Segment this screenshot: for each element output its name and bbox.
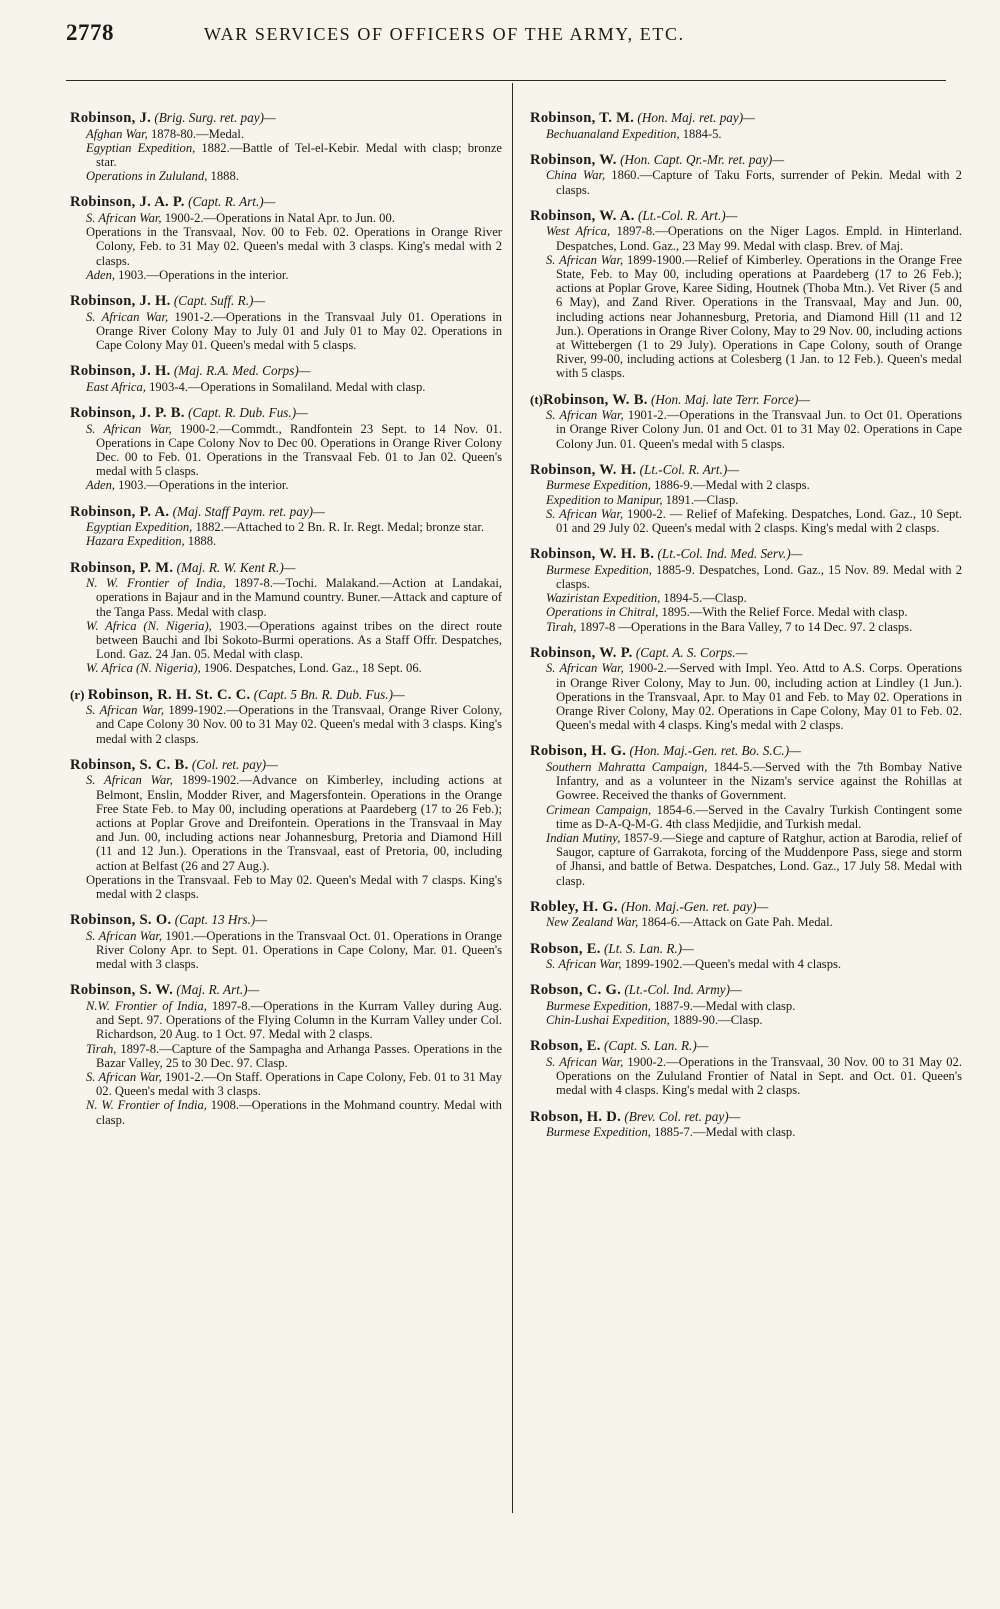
officer-entry	[530, 208, 962, 381]
service-details: 1864-6.—Attack on Gate Pah. Medal.	[638, 915, 833, 930]
service-details: 1897-8.—Tochi. Malakand.—Action at Landakai, operations in Bajaur and in the Mamund country. Buner.—Attack and capture of the Tanga Pass. Medal with clasp.	[96, 576, 502, 619]
campaign-name: Chin-Lushai Expedition,	[546, 1013, 670, 1028]
officer-rank: (Col. ret. pay)—	[191, 756, 278, 772]
service-record	[70, 141, 502, 169]
officer-entry	[70, 194, 502, 282]
service-record	[70, 1070, 502, 1098]
service-record	[530, 760, 962, 803]
service-record	[530, 915, 962, 929]
entry-prefix: (r)	[70, 686, 88, 702]
campaign-name: Burmese Expedition,	[546, 1125, 651, 1140]
officer-name: Robinson, W. P.	[530, 644, 633, 661]
officer-entry	[530, 462, 962, 535]
service-record	[530, 507, 962, 535]
service-details: 1901-2.—Operations in the Transvaal July 01. Operations in Orange River Colony May to July 01 and July 01 to May 02. Operations in Cape Colony May 01. Queen's medal with 5 clasps.	[96, 309, 502, 353]
entry-heading	[70, 363, 502, 380]
service-details: 1888.	[184, 534, 217, 549]
service-record	[70, 211, 502, 225]
officer-entry	[530, 392, 962, 451]
service-details: 1899-1902.—Queen's medal with 4 clasps.	[621, 957, 842, 972]
campaign-name: S. African War,	[546, 408, 624, 423]
campaign-name: Southern Mahratta Campaign,	[546, 760, 708, 775]
officer-rank: (Capt. R. Dub. Fus.)—	[188, 405, 308, 421]
officer-rank: (Lt.-Col. R. Art.)—	[637, 207, 738, 223]
officer-name: Robinson, W. H.	[530, 461, 637, 478]
service-record	[70, 268, 502, 282]
service-details: 1894-5.—Clasp.	[660, 591, 747, 606]
campaign-name: Afghan War,	[86, 126, 148, 141]
service-details: 1900-2. — Relief of Mafeking. Despatches, Lond. Gaz., 10 Sept. 01 and 29 July 02. Queen's medal with 2 clasps. King's medal with 2 clasps.	[556, 506, 962, 536]
service-details: 1899-1900.—Relief of Kimberley. Operations in the Orange Free State, Feb. to May 00, including operations at Paardeberg (17 to 26 Feb.); actions at Poplar Grove, Karee Siding, Houtnek (Thoba Mtn.). Vet River (5 and 6 May), and Zand River. Operations in the Transvaal, May and Jun. 00, including actions near Johannesburg, Pretoria, and Diamond Hill (11 and 12 Jun.). Operations in Orange River Colony, May to 29 Nov. 00, including actions at Wittebergen (1 to 29 July). Operations in Cape Colony, south of Orange River, 99-00, including actions at Colesberg (1 Jan. to 12 Feb.). Queen's medal with 5 clasps.	[556, 252, 962, 381]
service-details: 1882.—Attached to 2 Bn. R. Ir. Regt. Medal; bronze star.	[192, 520, 485, 535]
service-details: 1903.—Operations in the interior.	[115, 267, 289, 282]
entry-heading	[70, 560, 502, 577]
officer-name: Robinson, S. C. B.	[70, 756, 189, 773]
service-details: 1844-5.—Served with the 7th Bombay Native Infantry, and as a volunteer in the Nizam's service against the Rohillas at Gowree. Received the thanks of Government.	[556, 760, 962, 803]
officer-entry	[530, 645, 962, 733]
campaign-name: N.W. Frontier of India,	[86, 999, 207, 1014]
service-details: 1901-2.—On Staff. Operations in Cape Colony, Feb. 01 to 31 May 02. Queen's medal with 3 clasps.	[96, 1070, 502, 1099]
service-details: 1882.—Battle of Tel-el-Kebir. Medal with clasp; bronze star.	[96, 140, 502, 169]
officer-entry	[530, 899, 962, 930]
service-record	[70, 225, 502, 268]
officer-rank: (Maj. R. Art.)—	[176, 982, 260, 998]
service-details: 1900-2.—Served with Impl. Yeo. Attd to A.S. Corps. Operations in Orange River Colony, May to Jun. 00, including action at Lindley (1 Jun.). Operations in the Transvaal, Apr. to May 01 and Feb. to May 02. Operations in Orange River Colony, May 02. Operations in Cape Colony, May 01 to Feb. 02. Queen's medal with 4 clasps. King's medal with 2 clasps.	[556, 661, 962, 733]
officer-name: Robinson, W. A.	[530, 207, 635, 224]
service-record	[70, 534, 502, 548]
campaign-name: New Zealand War,	[546, 915, 639, 930]
column-divider	[512, 83, 513, 1513]
entry-heading	[530, 546, 962, 563]
service-record	[530, 168, 962, 196]
running-head: WAR SERVICES OF OFFICERS OF THE ARMY, ETC.	[204, 24, 685, 44]
officer-entry	[70, 687, 502, 746]
campaign-name: Expedition to Manipur,	[546, 492, 663, 507]
officer-name: Robinson, J. H.	[70, 293, 171, 310]
service-details: 1897-8.—Operations on the Niger Lagos. Empld. in Hinterland. Despatches, Lond. Gaz., 23 May 99. Medal with clasp. Brev. of Maj.	[556, 224, 962, 253]
campaign-name: Bechuanaland Expedition,	[546, 126, 680, 141]
service-record	[530, 253, 962, 381]
service-record	[70, 929, 502, 972]
service-record	[70, 310, 502, 353]
campaign-name: East Africa,	[86, 379, 146, 394]
officer-rank: (Brev. Col. ret. pay)—	[624, 1108, 741, 1124]
service-details: Operations in the Transvaal, Nov. 00 to Feb. 02. Operations in Orange River Colony, Feb. to 31 May 02. Queen's medal with 3 clasps. King's medal with 2 clasps.	[86, 225, 502, 268]
service-details: 1897-8.—Operations in the Kurram Valley during Aug. and Sept. 97. Operations of the Flying Column in the Kurram Valley under Col. Richardson, 20 Aug. to 1 Oct. 97. Medal with 2 clasps.	[96, 999, 502, 1042]
officer-name: Robinson, S. W.	[70, 982, 174, 999]
campaign-name: Aden,	[86, 478, 116, 493]
service-details: 1878-80.—Medal.	[147, 126, 244, 141]
left-column	[70, 110, 502, 1138]
entry-heading	[70, 293, 502, 310]
campaign-name: S. African War,	[86, 703, 165, 718]
service-details: 1901-2.—Operations in the Transvaal Jun. to Oct 01. Operations in Orange River Colony Jun. 01 and Oct. 01 to 31 May 02. Operations in Cape Colony Jun. 01. Queen's medal with 5 clasps.	[556, 408, 962, 451]
campaign-name: Waziristan Expedition,	[546, 591, 661, 606]
officer-rank: (Capt. S. Lan. R.)—	[604, 1038, 709, 1054]
officer-entry	[530, 546, 962, 634]
service-record	[530, 563, 962, 591]
officer-name: Robinson, W.	[530, 151, 617, 168]
campaign-name: Burmese Expedition,	[546, 999, 651, 1014]
campaign-name: Operations in Zululand,	[86, 169, 208, 184]
campaign-name: S. African War,	[546, 661, 624, 676]
service-record	[70, 1042, 502, 1070]
campaign-name: Tirah,	[546, 619, 577, 634]
service-record	[70, 380, 502, 394]
officer-entry	[530, 110, 962, 141]
service-record	[70, 661, 502, 675]
campaign-name: West Africa,	[546, 224, 611, 239]
service-details: 1860.—Capture of Taku Forts, surrender of Pekin. Medal with 2 clasps.	[556, 168, 962, 197]
entry-heading	[530, 899, 962, 916]
officer-rank: (Lt.-Col. Ind. Med. Serv.)—	[657, 546, 803, 562]
service-record	[530, 1013, 962, 1027]
campaign-name: Operations in Chitral,	[546, 605, 659, 620]
service-record	[70, 478, 502, 492]
service-details: 1886-9.—Medal with 2 clasps.	[650, 478, 810, 493]
service-details: 1885-7.—Medal with clasp.	[650, 1125, 796, 1140]
service-record	[70, 773, 502, 872]
campaign-name: S. African War,	[86, 211, 162, 225]
campaign-name: S. African War,	[546, 1055, 624, 1070]
service-record	[530, 605, 962, 619]
campaign-name: S. African War,	[86, 309, 169, 324]
service-record	[70, 127, 502, 141]
officer-entry	[530, 743, 962, 887]
officer-rank: (Hon. Capt. Qr.-Mr. ret. pay)—	[620, 151, 785, 167]
campaign-name: W. Africa (N. Nigeria),	[86, 661, 201, 676]
campaign-name: Tirah,	[86, 1041, 117, 1056]
entry-heading	[70, 405, 502, 422]
service-details: 1888.	[207, 169, 239, 184]
page-header	[66, 20, 946, 50]
service-record	[70, 619, 502, 662]
service-details: 1897-8.—Capture of the Sampagha and Arhanga Passes. Operations in the Bazar Valley, 25 to 30 Dec. 97. Clasp.	[96, 1041, 502, 1070]
officer-rank: (Hon. Maj.-Gen. ret. pay)—	[621, 898, 769, 914]
service-record	[530, 957, 962, 971]
service-details: 1906. Despatches, Lond. Gaz., 18 Sept. 06.	[200, 661, 422, 676]
service-record	[70, 703, 502, 746]
officer-rank: (Lt.-Col. Ind. Army)—	[624, 982, 742, 998]
service-record	[70, 422, 502, 479]
officer-rank: (Maj. R.A. Med. Corps)—	[173, 363, 311, 379]
right-column	[530, 110, 962, 1150]
service-details: 1889-90.—Clasp.	[669, 1013, 763, 1028]
service-record	[530, 493, 962, 507]
service-record	[530, 224, 962, 252]
officer-entry	[70, 912, 502, 971]
officer-rank: (Capt. 13 Hrs.)—	[174, 912, 268, 928]
campaign-name: Aden,	[86, 267, 116, 282]
officer-name: Robinson, P. M.	[70, 559, 174, 576]
entry-heading	[70, 504, 502, 521]
service-details: 1908.—Operations in the Mohmand country. Medal with clasp.	[96, 1098, 502, 1127]
entry-heading	[530, 941, 962, 958]
service-details: 1903.—Operations against tribes on the direct route between Bauchi and Ibi Sokoto-Burmi operations. As a Staff Offr. Despatches, Lond. Gaz. 24 Jan. 05. Medal with clasp.	[96, 618, 503, 662]
service-record	[70, 999, 502, 1042]
entry-heading	[70, 757, 502, 774]
service-record	[70, 520, 502, 534]
service-details: 1903.—Operations in the interior.	[115, 478, 289, 493]
campaign-name: S. African War,	[546, 957, 622, 972]
service-record	[530, 831, 962, 888]
entry-heading	[70, 982, 502, 999]
campaign-name: S. African War,	[86, 1070, 162, 1085]
officer-rank: (Capt. R. Art.)—	[188, 194, 276, 210]
officer-name: Robinson, S. O.	[70, 912, 172, 929]
officer-name: Robinson, J.	[70, 110, 152, 126]
service-details: 1857-9.—Siege and capture of Ratghur, action at Barodia, relief of Saugor, capture of Garrakota, forcing of the Muddenpore Pass, siege and storm of Jhansi, and battle of Betwa. Despatches, Lond. Gaz., 17 July 58. Medal with clasp.	[556, 831, 962, 888]
officer-entry	[70, 757, 502, 901]
officer-name: Robley, H. G.	[530, 898, 618, 915]
campaign-name: Burmese Expedition,	[546, 478, 651, 493]
service-record	[530, 1055, 962, 1098]
officer-entry	[530, 941, 962, 972]
officer-name: Robinson, W. H. B.	[530, 546, 655, 563]
officer-rank: (Capt. A. S. Corps.—	[635, 644, 748, 660]
officer-name: Robinson, P. A.	[70, 503, 170, 520]
officer-entry	[530, 1038, 962, 1097]
officer-entry	[530, 982, 962, 1027]
entry-heading	[70, 687, 502, 704]
campaign-name: Indian Mutiny,	[546, 831, 621, 846]
service-details: 1897-8 —Operations in the Bara Valley, 7 to 14 Dec. 97. 2 clasps.	[576, 619, 913, 634]
service-details: 1899-1902.—Advance on Kimberley, including actions at Belmont, Enslin, Modder River, and Magersfontein. Operations in the Orange Free State Feb. to May 00, including operations at Paardeberg (17 to 26 Feb.); actions at Poplar Grove and Dreifontein. Operations in the Transvaal in May and Jun. 00, including actions near Johannesburg, Pretoria and Diamond Hill (11 and 12 Jun.). Operations in the Transvaal, east of Pretoria, 00, including action at Belfast (26 and 27 Aug.).	[96, 773, 502, 873]
officer-entry	[70, 560, 502, 676]
officer-name: Robson, C. G.	[530, 982, 622, 999]
entry-heading	[530, 1038, 962, 1055]
service-details: 1891.—Clasp.	[662, 492, 739, 507]
entry-heading	[530, 645, 962, 662]
header-rule	[66, 80, 946, 81]
service-details: 1901.—Operations in the Transvaal Oct. 01. Operations in Orange River Colony Apr. to Sept. 01. Operations in Cape Colony, Mar. 01. Queen's medal with 3 clasps.	[96, 928, 503, 972]
service-record	[530, 478, 962, 492]
service-record	[70, 169, 502, 183]
officer-entry	[530, 152, 962, 197]
campaign-name: N. W. Frontier of India,	[86, 1098, 207, 1113]
campaign-name: S. African War,	[86, 773, 173, 788]
officer-entry	[70, 110, 502, 183]
service-record	[70, 873, 502, 901]
officer-name: Robson, E.	[530, 940, 601, 957]
officer-entry	[70, 293, 502, 352]
officer-rank: (Lt. S. Lan. R.)—	[604, 940, 694, 956]
page-number: 2778	[66, 20, 114, 45]
entry-heading	[70, 110, 502, 127]
service-record	[530, 999, 962, 1013]
service-record	[530, 1125, 962, 1139]
service-details: 1900-2.—Commdt., Randfontein 23 Sept. to 14 Nov. 01. Operations in Cape Colony Nov to Dec 00. Operations in Orange River Colony Dec. 00 to Feb. 01. Operations in the Transvaal Feb. 01 to Jan 02. Queen's medal with 5 clasps.	[96, 421, 503, 479]
officer-rank: (Lt.-Col. R. Art.)—	[639, 461, 740, 477]
entry-heading	[70, 912, 502, 929]
officer-rank: (Maj. Staff Paym. ret. pay)—	[172, 503, 325, 519]
campaign-name: S. African War,	[546, 506, 624, 521]
officer-name: Robinson, W. B.	[543, 391, 648, 408]
campaign-name: Egyptian Expedition,	[86, 140, 196, 155]
service-record	[530, 620, 962, 634]
officer-entry	[70, 504, 502, 549]
service-details: 1903-4.—Operations in Somaliland. Medal with clasp.	[145, 379, 426, 394]
entry-heading	[70, 194, 502, 211]
service-details: 1899-1902.—Operations in the Transvaal, Orange River Colony, and Cape Colony 30 Nov. 00 to 31 May 02. Queen's medal with 3 clasps. King's medal with 2 clasps.	[96, 703, 502, 746]
service-details: 1900-2.—Operations in the Transvaal, 30 Nov. 00 to 31 May 02. Operations on the Zululand Frontier of Natal in Sept. and Oct. 01. Queen's medal with 4 clasps. King's medal with 2 clasps.	[556, 1055, 962, 1098]
service-record	[530, 127, 962, 141]
service-details: 1895.—With the Relief Force. Medal with clasp.	[658, 605, 908, 620]
officer-rank: (Maj. R. W. Kent R.)—	[176, 559, 296, 575]
officer-rank: (Hon. Maj. ret. pay)—	[637, 110, 755, 125]
officer-rank: (Brig. Surg. ret. pay)—	[154, 110, 276, 125]
officer-rank: (Capt. Suff. R.)—	[173, 293, 266, 309]
entry-heading	[530, 110, 962, 127]
officer-rank: (Capt. 5 Bn. R. Dub. Fus.)—	[253, 686, 405, 702]
service-details: 1885-9. Despatches, Lond. Gaz., 15 Nov. 89. Medal with 2 clasps.	[556, 562, 963, 592]
officer-entry	[530, 1109, 962, 1140]
entry-heading	[530, 1109, 962, 1126]
officer-name: Robson, E.	[530, 1038, 601, 1055]
entry-heading	[530, 152, 962, 169]
service-details: Operations in the Transvaal. Feb to May 02. Queen's Medal with 7 clasps. King's medal with 2 clasps.	[86, 872, 502, 902]
entry-heading	[530, 743, 962, 760]
service-details: 1854-6.—Served in the Cavalry Turkish Contingent some time as D-A-Q-M-G. 4th class Medjidie, and Turkish medal.	[556, 802, 962, 831]
officer-entry	[70, 405, 502, 493]
campaign-name: S. African War,	[86, 421, 172, 436]
officer-entry	[70, 363, 502, 394]
officer-name: Robinson, T. M.	[530, 110, 635, 126]
service-record	[530, 408, 962, 451]
campaign-name: Hazara Expedition,	[86, 534, 185, 549]
service-record	[70, 1098, 502, 1126]
entry-heading	[530, 208, 962, 225]
officer-name: Robinson, R. H. St. C. C.	[87, 686, 251, 703]
officer-name: Robinson, J. H.	[70, 363, 171, 380]
service-details: 1900-2.—Operations in Natal Apr. to Jun. 00.	[161, 211, 395, 225]
service-record	[530, 803, 962, 831]
service-record	[530, 591, 962, 605]
campaign-name: S. African War,	[546, 252, 624, 267]
officer-name: Robinson, J. P. B.	[70, 405, 185, 422]
service-details: 1884-5.	[679, 126, 722, 141]
campaign-name: N. W. Frontier of India,	[86, 576, 226, 591]
officer-name: Robson, H. D.	[530, 1108, 622, 1125]
officer-rank: (Hon. Maj.-Gen. ret. Bo. S.C.)—	[629, 743, 801, 759]
campaign-name: China War,	[546, 168, 606, 183]
officer-rank: (Hon. Maj. late Terr. Force)—	[650, 391, 811, 407]
entry-heading	[530, 982, 962, 999]
officer-entry	[70, 982, 502, 1126]
officer-name: Robinson, J. A. P.	[70, 194, 185, 211]
campaign-name: W. Africa (N. Nigeria),	[86, 618, 212, 633]
officer-name: Robison, H. G.	[530, 743, 627, 760]
service-record	[530, 661, 962, 732]
campaign-name: Crimean Campaign,	[546, 802, 652, 817]
service-record	[70, 576, 502, 619]
service-details: 1887-9.—Medal with clasp.	[650, 999, 796, 1014]
campaign-name: Burmese Expedition,	[546, 562, 652, 577]
campaign-name: S. African War,	[86, 928, 163, 943]
entry-heading	[530, 392, 962, 409]
entry-heading	[530, 462, 962, 479]
entry-prefix: (t)	[530, 391, 543, 407]
campaign-name: Egyptian Expedition,	[86, 520, 193, 535]
